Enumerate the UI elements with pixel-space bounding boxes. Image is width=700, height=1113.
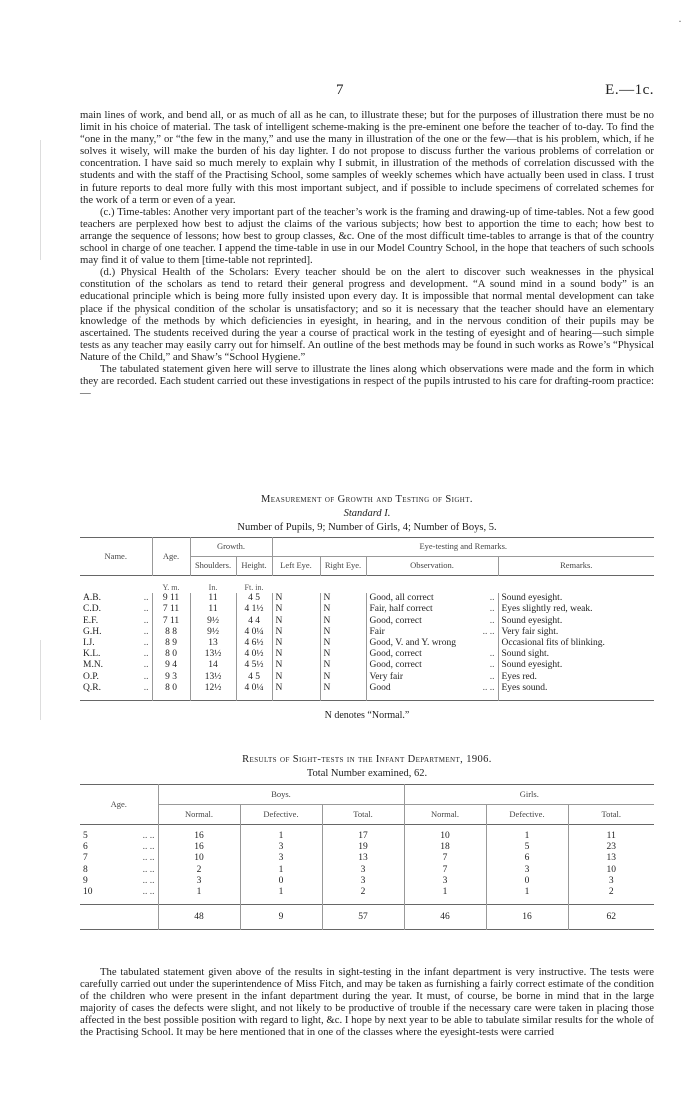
cell-boys-normal: 2 xyxy=(158,865,240,876)
cell-name xyxy=(80,649,152,660)
table2-summary: Total Number examined, 62. xyxy=(306,768,428,780)
cell-name xyxy=(80,604,152,615)
total-boys-defective: 9 xyxy=(240,905,322,930)
total-boys-normal: 48 xyxy=(158,905,240,930)
cell-girls-total: 2 xyxy=(608,887,614,898)
cell-boys-normal: 1 xyxy=(158,887,240,898)
spacer-cell xyxy=(366,694,498,701)
cell-observation xyxy=(366,593,498,604)
cell-left-eye: N xyxy=(272,638,320,649)
cell-age: 9 3 xyxy=(152,672,190,683)
total-girls-normal: 46 xyxy=(404,905,486,930)
cell-left-eye: N xyxy=(272,660,320,671)
cell-shoulders: 13½ xyxy=(190,649,236,660)
table1-subtitle: Standard I. xyxy=(343,508,391,520)
cell-boys-total: 19 xyxy=(322,842,404,853)
cell-left-eye: N xyxy=(272,604,320,615)
name-text: I.J. xyxy=(83,638,95,649)
cell-age: 7 11 xyxy=(152,616,190,627)
header-right-eye: Right Eye. xyxy=(320,557,366,576)
paragraph: (d.) Physical Health of the Scholars: Every teacher should be on the alert to discover such weaknesses in the physical constitution of the scholars as tend to retard their general progress and development. “A sound mind in a sound body” is an educational principle which is being more fully insisted upon every day. It is impossible that normal mental development can take place if the physical condition of the scholar is unsatisfactory; and so it is necessary that the teacher should have an elementary knowledge of the methods by which deficiencies in eyesight, in hearing, and in the nervous condition of their pupils may be ascertained. The students received during the year a course of practical work in the testing of eyesight and of hearing—such simple tests as any teacher may easily carry out for himself. An outline of the best methods may be found in such works as Rowe’s “Physical Nature of the Child,” and Shaw’s “School Hygiene.” xyxy=(80,266,654,363)
margin-mark: · xyxy=(678,14,682,28)
table-row xyxy=(80,593,654,604)
leader-dots: .. xyxy=(143,604,149,615)
cell-observation xyxy=(366,638,498,649)
cell-shoulders: 11 xyxy=(190,593,236,604)
cell-remarks: Very fair sight. xyxy=(501,626,559,637)
cell-remarks: Sound eyesight. xyxy=(501,593,563,604)
leader-dots: .. xyxy=(143,682,149,693)
header-boys: Boys. xyxy=(158,785,404,805)
header-girls-total: Total. xyxy=(601,808,621,819)
spacer-cell xyxy=(320,694,366,701)
cell-boys-defective: 3 xyxy=(240,853,322,864)
observation-text: Good, all correct xyxy=(369,593,434,604)
observation-text: Very fair xyxy=(369,671,403,682)
cell-observation xyxy=(366,660,498,671)
leader-dots: .. .. xyxy=(142,875,155,886)
cell-age xyxy=(80,887,158,898)
leader-dots: .. xyxy=(489,593,495,604)
leader-dots: .. .. xyxy=(142,887,155,898)
cell-right-eye: N xyxy=(320,660,366,671)
table-row xyxy=(80,627,654,638)
cell-boys-normal: 10 xyxy=(158,853,240,864)
paragraph: main lines of work, and bend all, or as much of all as he can, to illustrate these; but for the purposes of illustration there must be no limit in his choice of material. The task of intelligent scheme-making is the pre-eminent one before the teacher of to-day. To find the “one in the many,” or “the few in the many,” and use the many in illustration of the one or the few—that is his problem, which, if he solves it wisely, will make the burden of his day lighter. I do not propose to discuss further the various problems of correlation or concentration. I have said so much merely to explain why I submit, in illustration of the methods of correlation discussed with the students and with the staff of the Practising School, some samples of weekly schemes which have actually been used in class. I trust in future reports to deal more fully with this most important subject, and if possible to include specimens of correlated schemes for the work of a term or even of a year. xyxy=(80,109,654,206)
leader-dots: .. xyxy=(143,615,149,626)
cell-observation xyxy=(366,649,498,660)
growth-sight-table xyxy=(80,537,654,722)
body-text-bottom xyxy=(80,966,654,1039)
cell-age: 8 9 xyxy=(152,638,190,649)
cell-age: 8 8 xyxy=(152,627,190,638)
cell-boys-defective: 1 xyxy=(240,831,322,842)
header-growth: Growth. xyxy=(190,538,272,557)
cell-name xyxy=(80,683,152,694)
header-boys-total: Total. xyxy=(322,805,404,825)
cell-height: 4 0¼ xyxy=(236,627,272,638)
spacer-cell xyxy=(152,694,190,701)
cell-observation xyxy=(366,604,498,615)
leader-dots: .. xyxy=(143,649,149,660)
cell-shoulders: 9½ xyxy=(190,627,236,638)
cell-girls-defective: 5 xyxy=(486,842,568,853)
observation-text: Good xyxy=(369,682,391,693)
header-height: Height. xyxy=(236,557,272,576)
cell-girls-total: 10 xyxy=(606,864,616,875)
cell-boys-defective: 3 xyxy=(240,842,322,853)
table1-note: N denotes “Normal.” xyxy=(324,710,410,722)
cell-right-eye: N xyxy=(320,649,366,660)
paragraph: (c.) Time-tables: Another very important part of the teacher’s work is the framing and drawing-up of time-tables. Not a few good teachers are perplexed how best to adjust the claims of the various subjects; how best to apportion the time to each; how best to arrange the sequence of lessons; how best to group classes, &c. One of the most difficult time-tables to arrange is that of the country school in charge of one teacher. I append the time-table in use in our Model Country School, in the hope that teachers of such schools may find it of value to them [time-table not reprinted]. xyxy=(80,205,654,267)
leader-dots: .. .. xyxy=(482,682,495,693)
leader-dots: .. xyxy=(143,626,149,637)
cell-shoulders: 13 xyxy=(190,638,236,649)
table-row xyxy=(80,649,654,660)
spacer-cell xyxy=(190,694,236,701)
table1-heading xyxy=(80,494,654,534)
spacer-cell xyxy=(272,694,320,701)
cell-left-eye: N xyxy=(272,616,320,627)
cell-shoulders: 9½ xyxy=(190,616,236,627)
age-text: 5 xyxy=(83,831,88,841)
cell-name xyxy=(80,616,152,627)
cell-remarks: Eyes red. xyxy=(501,671,537,682)
header-boys-defective: Defective. xyxy=(240,805,322,825)
sight-tests-table xyxy=(80,784,654,930)
table-row xyxy=(80,616,654,627)
page-number: 7 xyxy=(336,82,344,98)
observation-text: Good, V. and Y. wrong xyxy=(369,638,456,649)
table-row xyxy=(80,842,654,853)
table2-heading xyxy=(80,754,654,780)
header-girls: Girls. xyxy=(404,785,654,805)
cell-girls-normal: 18 xyxy=(404,842,486,853)
body-text-top xyxy=(80,109,654,399)
table1-title: Measurement of Growth and Testing of Sight. xyxy=(261,494,473,505)
cell-girls-defective: 3 xyxy=(486,865,568,876)
cell-height: 4 6½ xyxy=(236,638,272,649)
cell-height: 4 1½ xyxy=(236,604,272,615)
cell-age xyxy=(80,842,158,853)
header-remarks: Remarks. xyxy=(560,560,593,571)
leader-dots: .. .. xyxy=(142,831,155,841)
table2-title: Results of Sight-tests in the Infant Department, 1906. xyxy=(242,754,492,765)
spacer-cell xyxy=(80,694,152,701)
cell-age xyxy=(80,865,158,876)
table-row xyxy=(80,865,654,876)
cell-left-eye: N xyxy=(272,593,320,604)
header-age: Age. xyxy=(80,785,158,825)
cell-girls-defective: 1 xyxy=(486,831,568,842)
observation-text: Fair, half correct xyxy=(369,604,433,615)
row-spacer xyxy=(80,694,654,701)
cell-girls-normal: 7 xyxy=(404,865,486,876)
cell-right-eye: N xyxy=(320,627,366,638)
cell-left-eye: N xyxy=(272,649,320,660)
cell-remarks: Eyes sound. xyxy=(501,682,548,693)
cell-height: 4 0½ xyxy=(236,649,272,660)
table-row xyxy=(80,638,654,649)
name-text: M.N. xyxy=(83,660,104,671)
leader-dots: .. xyxy=(143,660,149,671)
cell-right-eye: N xyxy=(320,638,366,649)
cell-name xyxy=(80,638,152,649)
leader-dots: .. xyxy=(143,671,149,682)
header-observation: Observation. xyxy=(366,557,498,576)
cell-boys-normal: 16 xyxy=(158,842,240,853)
observation-text: Fair xyxy=(369,626,385,637)
unit-height: Ft. in. xyxy=(244,583,264,592)
cell-boys-total: 17 xyxy=(322,831,404,842)
cell-right-eye: N xyxy=(320,616,366,627)
table-row xyxy=(80,853,654,864)
table-row xyxy=(80,604,654,615)
paragraph: The tabulated statement given above of the results in sight-testing in the infant department is very instructive. The tests were carefully carried out under the superintendence of Miss Fitch, and may be taken as furnishing a fairly correct estimate of the condition of the children who were present in the infant department during the year. It must, of course, be borne in mind that in the large majority of cases the defects were slight, and not likely to be productive of trouble if the necessary care were taken in placing those affected in the best possible position with regard to light, &c. I hope by next year to be able to tabulate similar results for the whole of the Practising School. It may be here mentioned that in one of the classes where the eyesight-tests were carried xyxy=(80,966,654,1039)
cell-remarks: Eyes slightly red, weak. xyxy=(501,604,593,615)
cell-remarks: Sound eyesight. xyxy=(501,615,563,626)
cell-right-eye: N xyxy=(320,672,366,683)
leader-dots: .. .. xyxy=(142,842,155,853)
header-eye-testing: Eye-testing and Remarks. xyxy=(272,538,654,557)
cell-remarks: Occasional fits of blinking. xyxy=(501,638,605,649)
cell-left-eye: N xyxy=(272,683,320,694)
cell-age xyxy=(80,876,158,887)
observation-text: Good, correct xyxy=(369,615,422,626)
age-text: 10 xyxy=(83,887,93,898)
cell-girls-normal: 7 xyxy=(404,853,486,864)
header-age: Age. xyxy=(152,538,190,576)
cell-height: 4 4 xyxy=(236,616,272,627)
cell-girls-total: 13 xyxy=(606,853,616,864)
header-name: Name. xyxy=(80,538,152,576)
leader-dots: .. .. xyxy=(142,853,155,864)
cell-shoulders: 12½ xyxy=(190,683,236,694)
cell-left-eye: N xyxy=(272,672,320,683)
cell-age xyxy=(80,853,158,864)
cell-height: 4 5 xyxy=(236,672,272,683)
cell-girls-normal: 3 xyxy=(404,876,486,887)
spacer-cell xyxy=(236,694,272,701)
leader-dots: .. .. xyxy=(482,626,495,637)
cell-name xyxy=(80,660,152,671)
cell-girls-total: 11 xyxy=(606,831,616,841)
total-boys-total: 57 xyxy=(322,905,404,930)
cell-height: 4 0¼ xyxy=(236,683,272,694)
leader-dots: .. xyxy=(489,604,495,615)
cell-boys-total: 13 xyxy=(322,853,404,864)
cell-shoulders: 11 xyxy=(190,604,236,615)
name-text: E.F. xyxy=(83,615,99,626)
cell-remarks: Sound sight. xyxy=(501,649,550,660)
total-girls-defective: 16 xyxy=(486,905,568,930)
cell-girls-defective: 6 xyxy=(486,853,568,864)
unit-shoulders: In. xyxy=(208,583,218,592)
cell-height: 4 5½ xyxy=(236,660,272,671)
name-text: K.L. xyxy=(83,649,101,660)
cell-shoulders: 13½ xyxy=(190,672,236,683)
table1-summary: Number of Pupils, 9; Number of Girls, 4; Number of Boys, 5. xyxy=(237,522,497,534)
cell-observation xyxy=(366,683,498,694)
leader-dots: .. xyxy=(489,660,495,671)
cell-age: 8 0 xyxy=(152,649,190,660)
margin-rule xyxy=(40,140,41,260)
observation-text: Good, correct xyxy=(369,649,422,660)
table-row xyxy=(80,683,654,694)
table-row xyxy=(80,672,654,683)
header-girls-normal: Normal. xyxy=(404,805,486,825)
header-left-eye: Left Eye. xyxy=(272,557,320,576)
observation-text: Good, correct xyxy=(369,660,422,671)
cell-girls-total: 3 xyxy=(608,875,614,886)
cell-observation xyxy=(366,627,498,638)
cell-girls-total: 23 xyxy=(606,842,616,853)
cell-age: 7 11 xyxy=(152,604,190,615)
cell-right-eye: N xyxy=(320,683,366,694)
cell-boys-total: 3 xyxy=(322,865,404,876)
cell-girls-normal: 10 xyxy=(404,831,486,842)
cell-boys-defective: 0 xyxy=(240,876,322,887)
unit-age: Y. m. xyxy=(162,583,180,592)
page-reference: E.—1c. xyxy=(605,82,654,98)
cell-right-eye: N xyxy=(320,604,366,615)
cell-observation xyxy=(366,672,498,683)
name-text: G.H. xyxy=(83,626,102,637)
name-text: Q.R. xyxy=(83,682,101,693)
total-girls-total: 62 xyxy=(568,905,654,930)
table-row xyxy=(80,876,654,887)
cell-age: 9 11 xyxy=(152,593,190,604)
leader-dots: .. xyxy=(489,649,495,660)
cell-name xyxy=(80,593,152,604)
leader-dots: .. xyxy=(489,615,495,626)
header-shoulders: Shoulders. xyxy=(190,557,236,576)
cell-age xyxy=(80,831,158,842)
cell-boys-defective: 1 xyxy=(240,865,322,876)
cell-height: 4 5 xyxy=(236,593,272,604)
leader-dots: .. xyxy=(143,638,149,649)
cell-girls-defective: 1 xyxy=(486,887,568,898)
table-row xyxy=(80,831,654,842)
table-row xyxy=(80,660,654,671)
cell-observation xyxy=(366,616,498,627)
cell-name xyxy=(80,627,152,638)
cell-girls-normal: 1 xyxy=(404,887,486,898)
age-text: 7 xyxy=(83,853,88,864)
leader-dots: .. xyxy=(143,593,149,604)
name-text: C.D. xyxy=(83,604,101,615)
age-text: 8 xyxy=(83,864,88,875)
spacer-cell xyxy=(498,694,654,701)
age-text: 9 xyxy=(83,875,88,886)
cell-age: 8 0 xyxy=(152,683,190,694)
cell-boys-normal: 16 xyxy=(158,831,240,842)
cell-boys-total: 2 xyxy=(322,887,404,898)
name-text: O.P. xyxy=(83,671,99,682)
cell-age: 9 4 xyxy=(152,660,190,671)
margin-rule xyxy=(40,640,41,720)
cell-girls-defective: 0 xyxy=(486,876,568,887)
cell-boys-defective: 1 xyxy=(240,887,322,898)
cell-left-eye: N xyxy=(272,627,320,638)
cell-boys-normal: 3 xyxy=(158,876,240,887)
leader-dots: .. xyxy=(489,671,495,682)
cell-name xyxy=(80,672,152,683)
cell-right-eye: N xyxy=(320,593,366,604)
paragraph: The tabulated statement given here will serve to illustrate the lines along which observations were made and the form in which they are recorded. Each student carried out these investigations in respect of the pupils intrusted to his care for drafting-room practice:— xyxy=(80,362,654,400)
header-boys-normal: Normal. xyxy=(158,805,240,825)
leader-dots: .. .. xyxy=(142,864,155,875)
cell-shoulders: 14 xyxy=(190,660,236,671)
cell-boys-total: 3 xyxy=(322,876,404,887)
table-row xyxy=(80,887,654,898)
totals-row xyxy=(80,905,654,930)
cell-blank xyxy=(80,905,158,930)
cell-remarks: Sound eyesight. xyxy=(501,660,563,671)
name-text: A.B. xyxy=(83,593,101,604)
age-text: 6 xyxy=(83,842,88,853)
header-girls-defective: Defective. xyxy=(486,805,568,825)
